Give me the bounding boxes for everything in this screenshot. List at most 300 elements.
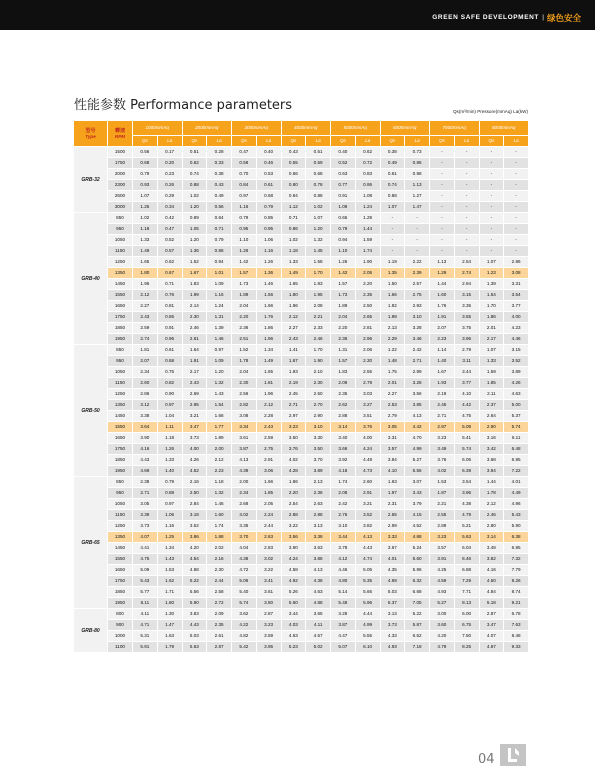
value-cell: 3.76 bbox=[430, 455, 455, 466]
qs-header: Qs bbox=[281, 136, 306, 147]
value-cell: 3.12 bbox=[133, 400, 158, 411]
value-cell: 1.80 bbox=[133, 268, 158, 279]
value-cell: 6.38 bbox=[504, 532, 529, 543]
value-cell: 4.01 bbox=[504, 477, 529, 488]
value-cell: 2.55 bbox=[355, 367, 380, 378]
value-cell: 2.75 bbox=[256, 444, 281, 455]
rpm-cell: 1250 bbox=[108, 521, 133, 532]
value-cell: 0.33 bbox=[207, 158, 232, 169]
value-cell: 4.11 bbox=[306, 620, 331, 631]
value-cell: 4.88 bbox=[405, 532, 430, 543]
value-cell: 3.23 bbox=[281, 422, 306, 433]
value-cell: 1.07 bbox=[479, 345, 504, 356]
value-cell: 3.77 bbox=[454, 378, 479, 389]
value-cell: 0.71 bbox=[207, 224, 232, 235]
value-cell: 1.60 bbox=[430, 290, 455, 301]
la-header: La bbox=[355, 136, 380, 147]
value-cell: 0.72 bbox=[355, 158, 380, 169]
value-cell: 0.40 bbox=[256, 147, 281, 158]
value-cell: 0.42 bbox=[157, 213, 182, 224]
value-cell: 1.20 bbox=[207, 367, 232, 378]
value-cell: 2.99 bbox=[380, 521, 405, 532]
value-cell: 0.61 bbox=[256, 180, 281, 191]
value-cell: 1.42 bbox=[232, 257, 257, 268]
value-cell: 2.74 bbox=[454, 268, 479, 279]
value-cell: 2.82 bbox=[232, 400, 257, 411]
value-cell: 1.54 bbox=[479, 290, 504, 301]
value-cell: 5.27 bbox=[430, 598, 455, 609]
value-cell: 3.82 bbox=[479, 554, 504, 565]
value-cell: 4.46 bbox=[331, 565, 356, 576]
table-row bbox=[74, 554, 529, 565]
qs-header: Qs bbox=[430, 136, 455, 147]
value-cell: 1.18 bbox=[281, 246, 306, 257]
value-cell: - bbox=[504, 147, 529, 158]
value-cell: 2.80 bbox=[479, 521, 504, 532]
value-cell: 6.52 bbox=[405, 631, 430, 642]
value-cell: 3.31 bbox=[380, 433, 405, 444]
value-cell: 2.38 bbox=[306, 488, 331, 499]
value-cell: 2.31 bbox=[380, 499, 405, 510]
value-cell: 5.18 bbox=[479, 598, 504, 609]
value-cell: 2.35 bbox=[207, 620, 232, 631]
value-cell: - bbox=[454, 191, 479, 202]
value-cell: 8.26 bbox=[504, 576, 529, 587]
value-cell: 2.17 bbox=[479, 334, 504, 345]
value-cell: 0.47 bbox=[157, 224, 182, 235]
pressure-header: 5000mmAq bbox=[331, 121, 381, 136]
value-cell: 2.39 bbox=[405, 268, 430, 279]
value-cell: 2.33 bbox=[306, 323, 331, 334]
value-cell: 1.97 bbox=[380, 488, 405, 499]
value-cell: 2.24 bbox=[256, 510, 281, 521]
value-cell: 0.86 bbox=[157, 312, 182, 323]
value-cell: 2.12 bbox=[256, 400, 281, 411]
value-cell: 0.38 bbox=[207, 169, 232, 180]
value-cell: 0.63 bbox=[331, 169, 356, 180]
table-row bbox=[74, 576, 529, 587]
value-cell: 5.56 bbox=[182, 587, 207, 598]
value-cell: 5.14 bbox=[331, 587, 356, 598]
value-cell: 0.68 bbox=[157, 356, 182, 367]
value-cell: 4.23 bbox=[504, 323, 529, 334]
value-cell: 2.27 bbox=[380, 389, 405, 400]
value-cell: 1.10 bbox=[331, 246, 356, 257]
value-cell: 1.04 bbox=[157, 411, 182, 422]
value-cell: 3.62 bbox=[232, 609, 257, 620]
value-cell: 3.10 bbox=[331, 521, 356, 532]
value-cell: 5.08 bbox=[454, 422, 479, 433]
value-cell: 1.91 bbox=[182, 356, 207, 367]
value-cell: 4.75 bbox=[454, 411, 479, 422]
value-cell: 1.59 bbox=[479, 367, 504, 378]
value-cell: 2.83 bbox=[256, 543, 281, 554]
value-cell: 1.83 bbox=[182, 279, 207, 290]
value-cell: 2.58 bbox=[207, 587, 232, 598]
value-cell: 1.44 bbox=[355, 224, 380, 235]
model-label: 型号 bbox=[85, 127, 96, 134]
value-cell: 5.55 bbox=[355, 631, 380, 642]
value-cell: - bbox=[454, 180, 479, 191]
value-cell: 3.89 bbox=[504, 367, 529, 378]
value-cell: 4.00 bbox=[504, 312, 529, 323]
value-cell: 1.07 bbox=[306, 213, 331, 224]
value-cell: 2.01 bbox=[479, 323, 504, 334]
value-cell: 1.87 bbox=[430, 488, 455, 499]
value-cell: 1.24 bbox=[207, 301, 232, 312]
value-cell: 0.91 bbox=[331, 191, 356, 202]
value-cell: 3.10 bbox=[405, 312, 430, 323]
value-cell: 5.87 bbox=[405, 620, 430, 631]
value-cell: 0.68 bbox=[133, 158, 158, 169]
value-cell: 1.10 bbox=[232, 235, 257, 246]
value-cell: 5.05 bbox=[355, 565, 380, 576]
value-cell: 1.93 bbox=[281, 367, 306, 378]
value-cell: 1.57 bbox=[331, 279, 356, 290]
value-cell: 3.66 bbox=[331, 444, 356, 455]
value-cell: 3.03 bbox=[355, 389, 380, 400]
rpm-cell: 900 bbox=[108, 620, 133, 631]
value-cell: 1.29 bbox=[430, 268, 455, 279]
speed-label-en: RPM bbox=[114, 133, 126, 139]
value-cell: - bbox=[380, 246, 405, 257]
value-cell: 2.61 bbox=[207, 631, 232, 642]
value-cell: 0.57 bbox=[157, 246, 182, 257]
value-cell: 0.79 bbox=[157, 477, 182, 488]
value-cell: 1.63 bbox=[157, 631, 182, 642]
value-cell: 2.09 bbox=[331, 378, 356, 389]
value-cell: 6.48 bbox=[504, 444, 529, 455]
value-cell: 3.92 bbox=[331, 455, 356, 466]
rpm-cell: 1850 bbox=[108, 323, 133, 334]
value-cell: 5.02 bbox=[306, 642, 331, 653]
value-cell: 1.98 bbox=[380, 312, 405, 323]
value-cell: 6.88 bbox=[454, 565, 479, 576]
value-cell: 2.16 bbox=[182, 477, 207, 488]
value-cell: 0.38 bbox=[380, 147, 405, 158]
value-cell: 5.90 bbox=[182, 598, 207, 609]
value-cell: 0.62 bbox=[157, 257, 182, 268]
value-cell: 3.46 bbox=[405, 334, 430, 345]
rpm-cell: 850 bbox=[108, 477, 133, 488]
value-cell: 4.43 bbox=[133, 455, 158, 466]
value-cell: 6.11 bbox=[133, 598, 158, 609]
rpm-cell: 1350 bbox=[108, 268, 133, 279]
value-cell: 3.88 bbox=[306, 554, 331, 565]
value-cell: - bbox=[479, 224, 504, 235]
value-cell: 2.63 bbox=[306, 499, 331, 510]
value-cell: 0.73 bbox=[405, 147, 430, 158]
value-cell: 2.07 bbox=[133, 356, 158, 367]
value-cell: 2.79 bbox=[454, 345, 479, 356]
value-cell: 1.83 bbox=[306, 279, 331, 290]
value-cell: 2.27 bbox=[281, 323, 306, 334]
value-cell: 3.80 bbox=[256, 598, 281, 609]
value-cell: 3.85 bbox=[405, 400, 430, 411]
value-cell: 1.33 bbox=[281, 257, 306, 268]
value-cell: 1.77 bbox=[207, 422, 232, 433]
value-cell: 1.86 bbox=[281, 477, 306, 488]
value-cell: 2.20 bbox=[355, 279, 380, 290]
value-cell: 2.54 bbox=[281, 499, 306, 510]
value-cell: 3.27 bbox=[355, 400, 380, 411]
value-cell: 7.29 bbox=[454, 576, 479, 587]
value-cell: 4.18 bbox=[331, 466, 356, 477]
value-cell: 4.44 bbox=[355, 609, 380, 620]
value-cell: 1.25 bbox=[157, 532, 182, 543]
value-cell: 3.70 bbox=[232, 532, 257, 543]
value-cell: 4.88 bbox=[306, 598, 331, 609]
value-cell: 3.38 bbox=[306, 532, 331, 543]
table-row bbox=[74, 235, 529, 246]
rpm-cell: 1650 bbox=[108, 433, 133, 444]
performance-table bbox=[73, 120, 529, 653]
table-row bbox=[74, 411, 529, 422]
value-cell: 4.73 bbox=[355, 466, 380, 477]
value-cell: 2.88 bbox=[331, 411, 356, 422]
value-cell: 2.30 bbox=[207, 565, 232, 576]
value-cell: 2.30 bbox=[182, 312, 207, 323]
value-cell: 4.48 bbox=[355, 455, 380, 466]
value-cell: 2.34 bbox=[133, 367, 158, 378]
value-cell: 3.30 bbox=[306, 433, 331, 444]
value-cell: 0.86 bbox=[281, 224, 306, 235]
value-cell: - bbox=[405, 235, 430, 246]
value-cell: 0.97 bbox=[157, 499, 182, 510]
value-cell: - bbox=[454, 224, 479, 235]
value-cell: 5.60 bbox=[405, 554, 430, 565]
value-cell: 2.22 bbox=[405, 257, 430, 268]
value-cell: 5.42 bbox=[232, 642, 257, 653]
value-cell: 4.63 bbox=[504, 389, 529, 400]
value-cell: 3.41 bbox=[256, 576, 281, 587]
value-cell: 1.18 bbox=[133, 224, 158, 235]
value-cell: 2.43 bbox=[133, 312, 158, 323]
value-cell: 2.96 bbox=[355, 334, 380, 345]
value-cell: - bbox=[504, 213, 529, 224]
value-cell: 3.76 bbox=[355, 422, 380, 433]
value-cell: 1.32 bbox=[306, 235, 331, 246]
value-cell: 1.41 bbox=[281, 345, 306, 356]
value-cell: 4.01 bbox=[380, 554, 405, 565]
value-cell: - bbox=[405, 224, 430, 235]
value-cell: 0.29 bbox=[157, 191, 182, 202]
value-cell: 1.66 bbox=[256, 477, 281, 488]
units-note: Qs(m³/min) Pressure(mmAq) La(kW) bbox=[452, 109, 528, 114]
value-cell: 2.86 bbox=[133, 389, 158, 400]
value-cell: 0.82 bbox=[157, 378, 182, 389]
value-cell: 3.28 bbox=[331, 609, 356, 620]
value-cell: 1.90 bbox=[306, 356, 331, 367]
value-cell: 2.00 bbox=[207, 444, 232, 455]
value-cell: 2.30 bbox=[355, 356, 380, 367]
value-cell: 3.15 bbox=[504, 345, 529, 356]
value-cell: 4.00 bbox=[355, 433, 380, 444]
value-cell: 4.75 bbox=[133, 554, 158, 565]
table-row bbox=[74, 532, 529, 543]
value-cell: 3.50 bbox=[306, 444, 331, 455]
value-cell: 5.74 bbox=[454, 444, 479, 455]
value-cell: 3.50 bbox=[281, 433, 306, 444]
value-cell: - bbox=[479, 235, 504, 246]
value-cell: 1.47 bbox=[157, 620, 182, 631]
value-cell: 7.50 bbox=[454, 631, 479, 642]
value-cell: 1.70 bbox=[479, 301, 504, 312]
value-cell: 0.23 bbox=[157, 169, 182, 180]
value-cell: 2.97 bbox=[281, 411, 306, 422]
table-row bbox=[74, 202, 529, 213]
value-cell: 5.21 bbox=[454, 521, 479, 532]
value-cell: 5.03 bbox=[182, 631, 207, 642]
value-cell: 4.54 bbox=[182, 554, 207, 565]
value-cell: 3.61 bbox=[256, 587, 281, 598]
value-cell: 2.50 bbox=[182, 488, 207, 499]
value-cell: 4.00 bbox=[182, 444, 207, 455]
value-cell: 1.91 bbox=[430, 312, 455, 323]
value-cell: 4.96 bbox=[504, 499, 529, 510]
table-row bbox=[74, 499, 529, 510]
rpm-cell: 950 bbox=[108, 356, 133, 367]
value-cell: - bbox=[479, 169, 504, 180]
rpm-cell: 1100 bbox=[108, 642, 133, 653]
value-cell: 1.76 bbox=[430, 301, 455, 312]
value-cell: 1.08 bbox=[355, 191, 380, 202]
value-cell: 1.02 bbox=[182, 191, 207, 202]
value-cell: 3.42 bbox=[479, 444, 504, 455]
table-row bbox=[74, 257, 529, 268]
value-cell: 6.78 bbox=[504, 609, 529, 620]
speed-column-header bbox=[108, 121, 133, 147]
value-cell: 1.80 bbox=[281, 290, 306, 301]
value-cell: 8.13 bbox=[454, 598, 479, 609]
value-cell: 3.55 bbox=[454, 312, 479, 323]
value-cell: 1.74 bbox=[207, 521, 232, 532]
rpm-cell: 850 bbox=[108, 345, 133, 356]
value-cell: 3.52 bbox=[355, 510, 380, 521]
value-cell: 0.89 bbox=[182, 213, 207, 224]
value-cell: 2.53 bbox=[380, 400, 405, 411]
value-cell: 0.98 bbox=[405, 169, 430, 180]
value-cell: 1.82 bbox=[380, 301, 405, 312]
value-cell: 1.26 bbox=[232, 246, 257, 257]
value-cell: 3.57 bbox=[430, 543, 455, 554]
value-cell: 4.16 bbox=[479, 565, 504, 576]
value-cell: 3.90 bbox=[133, 433, 158, 444]
value-cell: 7.22 bbox=[504, 466, 529, 477]
value-cell: 4.10 bbox=[380, 466, 405, 477]
value-cell: 4.02 bbox=[281, 455, 306, 466]
value-cell: 1.86 bbox=[256, 323, 281, 334]
value-cell: 1.01 bbox=[207, 268, 232, 279]
value-cell: 2.13 bbox=[306, 477, 331, 488]
value-cell: - bbox=[504, 202, 529, 213]
la-header: La bbox=[405, 136, 430, 147]
value-cell: 2.71 bbox=[405, 356, 430, 367]
rpm-cell: 1150 bbox=[108, 378, 133, 389]
value-cell: 2.43 bbox=[182, 378, 207, 389]
value-cell: - bbox=[430, 180, 455, 191]
header-row-subheaders bbox=[74, 136, 529, 147]
value-cell: 1.26 bbox=[331, 257, 356, 268]
value-cell: 1.25 bbox=[133, 202, 158, 213]
value-cell: 1.59 bbox=[355, 235, 380, 246]
value-cell: 1.53 bbox=[430, 477, 455, 488]
value-cell: 5.24 bbox=[405, 543, 430, 554]
value-cell: 2.63 bbox=[256, 532, 281, 543]
rpm-cell: 1450 bbox=[108, 543, 133, 554]
value-cell: 1.45 bbox=[306, 246, 331, 257]
value-cell: - bbox=[479, 213, 504, 224]
value-cell: - bbox=[430, 191, 455, 202]
value-cell: 0.52 bbox=[331, 158, 356, 169]
rpm-cell: 1950 bbox=[108, 334, 133, 345]
value-cell: 2.59 bbox=[133, 323, 158, 334]
value-cell: 3.36 bbox=[232, 521, 257, 532]
value-cell: 2.64 bbox=[479, 411, 504, 422]
value-cell: 2.36 bbox=[331, 334, 356, 345]
value-cell: 2.88 bbox=[281, 510, 306, 521]
value-cell: 2.11 bbox=[479, 389, 504, 400]
value-cell: 0.79 bbox=[331, 224, 356, 235]
value-cell: 2.30 bbox=[232, 378, 257, 389]
value-cell: 0.97 bbox=[157, 400, 182, 411]
value-cell: 2.35 bbox=[331, 389, 356, 400]
value-cell: 2.04 bbox=[331, 312, 356, 323]
value-cell: 1.66 bbox=[207, 411, 232, 422]
value-cell: 2.04 bbox=[232, 367, 257, 378]
value-cell: 3.02 bbox=[232, 510, 257, 521]
value-cell: 1.88 bbox=[207, 532, 232, 543]
value-cell: 0.56 bbox=[207, 202, 232, 213]
value-cell: 4.52 bbox=[182, 466, 207, 477]
rpm-cell: 1050 bbox=[108, 367, 133, 378]
value-cell: 4.49 bbox=[504, 488, 529, 499]
value-cell: 1.43 bbox=[157, 554, 182, 565]
value-cell: 3.56 bbox=[281, 532, 306, 543]
value-cell: 1.73 bbox=[331, 290, 356, 301]
value-cell: 2.87 bbox=[256, 609, 281, 620]
table-row bbox=[74, 587, 529, 598]
value-cell: - bbox=[454, 213, 479, 224]
value-cell: 4.93 bbox=[430, 587, 455, 598]
table-row bbox=[74, 268, 529, 279]
value-cell: 4.35 bbox=[380, 565, 405, 576]
value-cell: 6.06 bbox=[454, 455, 479, 466]
value-cell: 2.12 bbox=[207, 455, 232, 466]
table-row bbox=[74, 609, 529, 620]
value-cell: 4.63 bbox=[281, 631, 306, 642]
value-cell: 1.36 bbox=[182, 246, 207, 257]
value-cell: 1.26 bbox=[256, 257, 281, 268]
table-row bbox=[74, 334, 529, 345]
value-cell: 3.56 bbox=[405, 389, 430, 400]
value-cell: 1.50 bbox=[380, 279, 405, 290]
value-cell: 2.42 bbox=[405, 345, 430, 356]
value-cell: 0.20 bbox=[157, 158, 182, 169]
value-cell: 4.74 bbox=[355, 554, 380, 565]
value-cell: 1.32 bbox=[207, 378, 232, 389]
value-cell: 1.46 bbox=[207, 499, 232, 510]
value-cell: 1.16 bbox=[207, 290, 232, 301]
value-cell: 1.64 bbox=[182, 345, 207, 356]
value-cell: 3.13 bbox=[306, 521, 331, 532]
value-cell: 0.56 bbox=[133, 147, 158, 158]
model-label-en: Type bbox=[85, 133, 96, 139]
value-cell: 1.66 bbox=[256, 301, 281, 312]
value-cell: 1.09 bbox=[331, 202, 356, 213]
table-row bbox=[74, 565, 529, 576]
value-cell: 3.65 bbox=[306, 609, 331, 620]
